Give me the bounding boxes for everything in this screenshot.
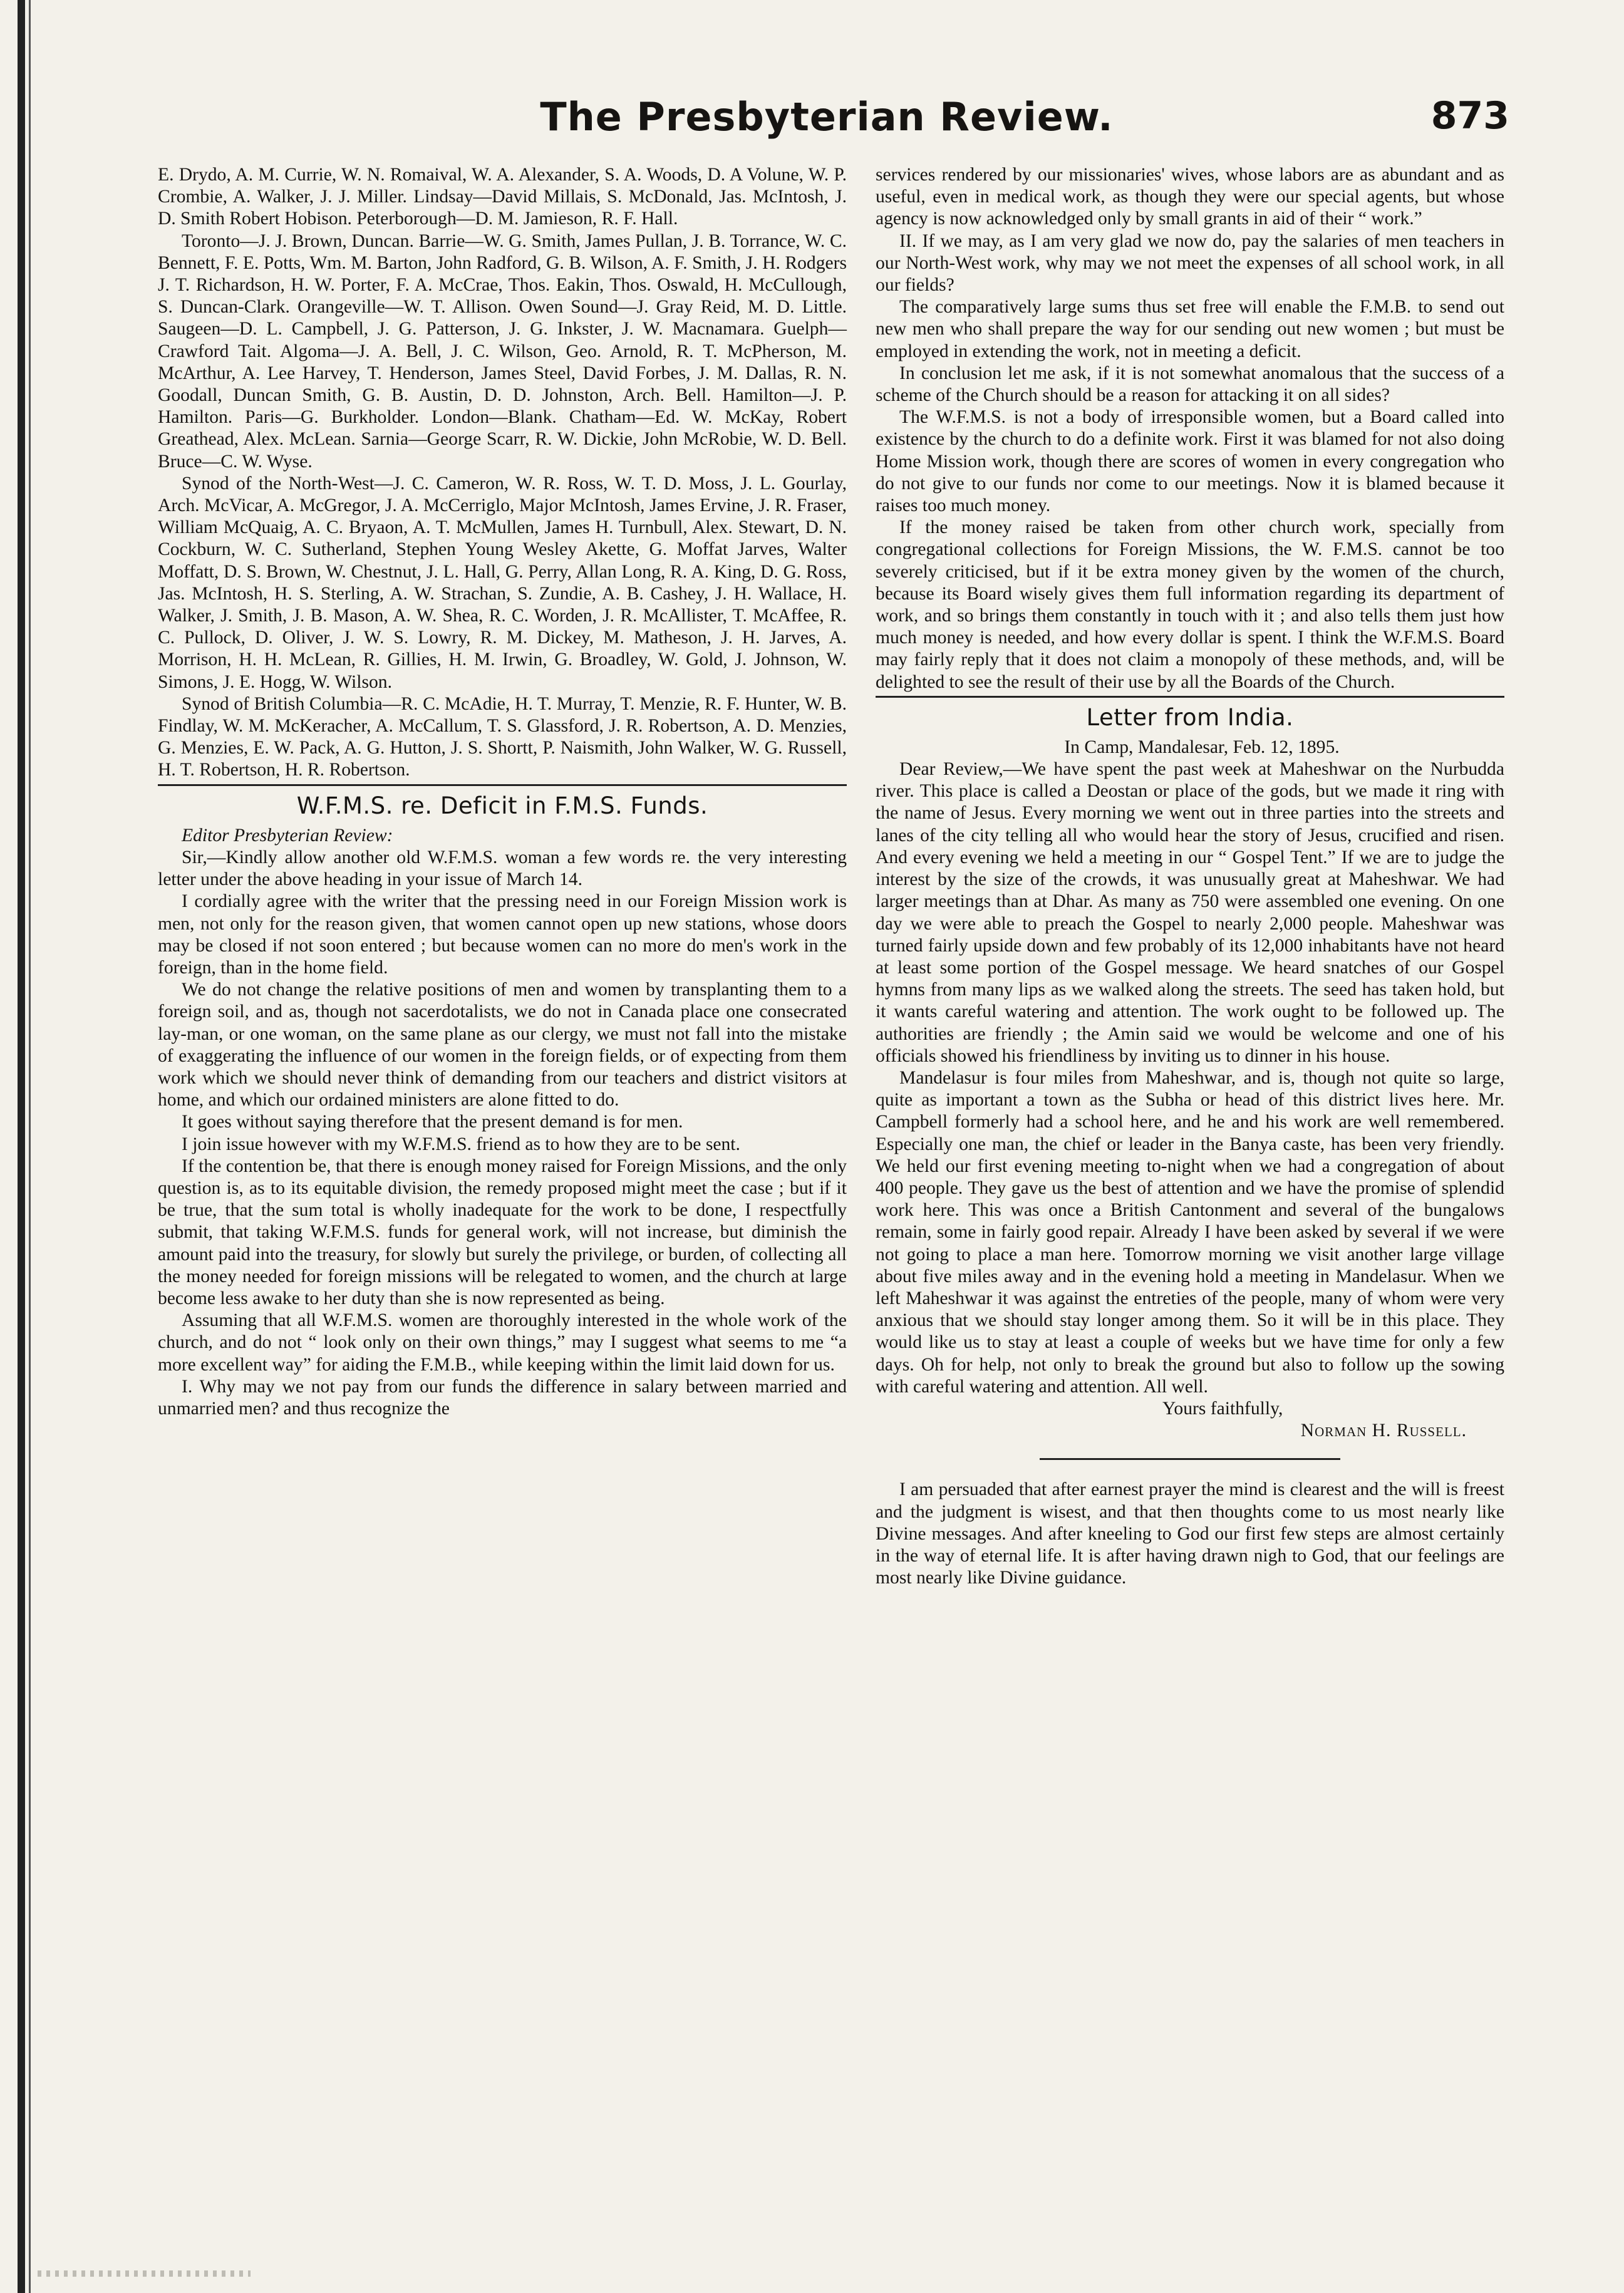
letter-heading: Letter from India. (1086, 703, 1294, 731)
masthead (144, 94, 1509, 153)
article-paragraph: II. If we may, as I am very glad we now do, pay the salaries of men teachers in our North-West work, why may we not meet the expenses of all school work, in all our fields? (876, 230, 1504, 296)
article-paragraph: I join issue however with my W.F.M.S. friend as to how they are to be sent. (182, 1134, 740, 1154)
scan-noise (38, 2270, 251, 2277)
article-paragraph: Assuming that all W.F.M.S. women are thoroughly interested in the whole work of the church, and do not “ look only on their own things,” may I suggest what seems to me “a more excellent way” for aiding the F.M.B., while keeping within the limit laid down for us. (158, 1310, 847, 1375)
article-paragraph: services rendered by our missionaries' wives, whose labors are as abundant and as useful, even in medical work, as though they were our special agents, but whose agency is now acknowledged only by small grants in aid of their “ work.” (876, 165, 1504, 229)
binding-edge (18, 0, 25, 2293)
left-column (158, 164, 847, 1420)
editor-salutation: Editor Presbyterian Review: (182, 825, 393, 846)
letter-signoff: Yours faithfully, (1162, 1398, 1283, 1419)
page-number: 873 (1430, 94, 1509, 138)
article-paragraph: We do not change the relative positions of men and women by transplanting them to a foreign soil, and as, though not sacerdotalists, we do not in Canada place one consecrated lay-man, or one woman, on the same plane as our clergy, we must not fall into the mistake of exaggerating the influence of our women in the foreign fields, or of expecting from them work which we should never think of demanding from our teachers and district visitors at home, and which our ordained ministers are alone fitted to do. (158, 980, 847, 1110)
letter-dateline: In Camp, Mandalesar, Feb. 12, 1895. (1064, 737, 1340, 757)
article-paragraph: The comparatively large sums thus set free will enable the F.M.B. to send out new men who shall prepare the way for our sending out new women ; but must be employed in extending the work, not in meeting a deficit. (876, 297, 1504, 361)
article-paragraph: In conclusion let me ask, if it is not somewhat anomalous that the success of a scheme of the Church should be a reason for attacking it on all sides? (876, 363, 1504, 406)
article-paragraph: I cordially agree with the writer that the pressing need in our Foreign Mission work is men, not only for the reason given, that women cannot open up new stations, whose doors may be closed if not soon entered ; but because women can no more do men's work in the foreign, than in the home field. (158, 891, 847, 978)
article-paragraph: It goes without saying therefore that the present demand is for men. (182, 1112, 683, 1132)
delegate-list-paragraph: E. Drydo, A. M. Currie, W. N. Romaival, W. A. Alexander, S. A. Woods, D. A Volune, W. P. Crombie, A. Walker, J. J. Miller. Lindsay—David Millais, S. McDonald, Jas. McIntosh, J. D. Smith Robert Hobison. Peterborough—D. M. Jamieson, R. F. Hall. (158, 165, 847, 229)
delegate-list-paragraph: Toronto—J. J. Brown, Duncan. Barrie—W. G. Smith, James Pullan, J. B. Torrance, W. C. Bennett, F. E. Potts, Wm. M. Barton, John Radford, G. B. Wilson, A. F. Smith, J. H. Rodgers J. T. Richardson, H. W. Porter, F. A. McCrae, Thos. Eakin, Thos. Oswald, H. McCullough, S. Duncan-Clark. Orangeville—W. T. Allison. Owen Sound—J. Gray Reid, M. D. Little. Saugeen—D. L. Campbell, J. G. Patterson, J. G. Inkster, J. W. Macnamara. Guelph—Crawford Tait. Algoma—J. A. Bell, J. C. Wilson, Geo. Arnold, R. T. McPherson, M. McArthur, A. Lee Harvey, T. Henderson, James Steel, David Forbes, J. M. Dallas, R. N. Goodall, Duncan Smith, G. B. Austin, D. D. Johnston, Arch. Bell. Hamilton—J. P. Hamilton. Paris—G. Burkholder. London—Blank. Chatham—Ed. W. McKay, Robert Greathead, Alex. McLean. Sarnia—George Scarr, R. W. Dickie, John McRobie, W. D. Bell. Bruce—C. W. Wyse. (158, 230, 847, 472)
article-heading: W.F.M.S. re. Deficit in F.M.S. Funds. (296, 792, 708, 819)
section-rule (876, 696, 1504, 698)
publication-title: The Presbyterian Review. (540, 94, 1114, 140)
article-paragraph: If the money raised be taken from other church work, specially from congregational collections for Foreign Missions, the W. F.M.S. cannot be too severely criticised, but if it be extra money given by the women of the church, because its Board wisely gives them full information regarding its department of work, and so brings them constantly in touch with it ; and also tells them just how much money is needed, and how every dollar is spent. I think the W.F.M.S. Board may fairly reply that it does not claim a monopoly of these methods, and, will be delighted to see the result of their use by all the Boards of the Church. (876, 517, 1504, 692)
article-paragraph: I. Why may we not pay from our funds the difference in salary between married and unmarried men? and thus recognize the (158, 1376, 847, 1419)
delegate-list-paragraph: Synod of the North-West—J. C. Cameron, W. R. Ross, W. T. D. Moss, J. L. Gourlay, Arch. McVicar, A. McGregor, J. A. McCerriglo, Major McIntosh, James Ervine, J. R. Fraser, William McQuaig, A. C. Bryaon, A. T. McMullen, James H. Turnbull, Alex. Stewart, D. N. Cockburn, W. C. Sutherland, Stephen Young Wesley Akette, G. Moffat Jarves, Walter Moffatt, D. S. Brown, W. Chestnut, J. L. Hall, G. Perry, Allan Long, R. A. King, D. G. Ross, Jas. McIntosh, H. S. Sterling, A. W. Strachan, S. Zundie, A. B. Cashey, J. H. Wallace, H. Walker, J. Smith, J. B. Mason, A. W. Shea, R. C. Worden, J. R. McAllister, T. McAffee, R. C. Pullock, D. Oliver, J. W. S. Lowry, R. M. Dickey, M. Matheson, J. H. Jarves, A. Morrison, H. H. McLean, R. Gillies, H. M. Irwin, G. Broadley, W. Gold, J. Johnson, W. Simons, J. E. Hogg, W. Wilson. (158, 473, 847, 692)
delegate-list-paragraph: Synod of British Columbia—R. C. McAdie, H. T. Murray, T. Menzie, R. F. Hunter, W. B. Findlay, W. M. McKeracher, A. McCallum, T. S. Glassford, J. R. Robertson, A. D. Menzies, G. Menzies, E. W. Pack, A. G. Hutton, J. S. Shortt, P. Naismith, John Walker, W. G. Russell, H. T. Robertson, H. R. Robertson. (158, 693, 847, 780)
closing-paragraph: I am persuaded that after earnest prayer the mind is clearest and the will is freest and the judgment is wisest, and that then thoughts come to us most nearly like Divine messages. And after kneeling to God our first few steps are almost certainly in the way of eternal life. It is after having drawn nigh to God, that our feelings are most nearly like Divine guidance. (876, 1479, 1504, 1588)
article-paragraph: Sir,—Kindly allow another old W.F.M.S. woman a few words re. the very interesting letter under the above heading in your issue of March 14. (158, 847, 847, 890)
letter-paragraph: Mandelasur is four miles from Maheshwar, and is, though not quite so large, quite as important a town as the Subha or head of this district lives here. Mr. Campbell formerly had a school here, and he and his work are well remembered. Especially one man, the chief or leader in the Banya caste, has been very friendly. We held our first evening meeting to-night when we had a congregation of about 400 people. They gave us the best of attention and we have the promise of splendid work here. This was once a British Cantonment and several of the bungalows remain, some in fairly good repair. Already I have been asked by several if we were not going to place a man here. Tomorrow morning we visit another large village about five miles away and in the evening hold a meeting in Mandelasur. When we left Maheshwar it was against the entreties of the people, many of whom were very anxious that we should stay longer among them. So it will be in this place. They would like us to stay at least a couple of weeks but we have time for only a few days. Oh for help, not only to break the ground but also to follow up the sowing with careful watering and attention. All well. (876, 1067, 1504, 1397)
letter-paragraph: Dear Review,—We have spent the past week at Maheshwar on the Nurbudda river. This place is called a Deostan or place of the gods, but we made it ring with the name of Jesus. Every morning we went out in three parties into the streets and lanes of the city telling all who would hear the story of Jesus, crucified and risen. And every evening we held a meeting in our “ Gospel Tent.” If we are to judge the interest by the size of the crowds, it was unusually great at Maheshwar. We had larger meetings than at Dhar. As many as 750 were assembled one evening. On one day we were able to preach the Gospel to nearly 2,000 people. Maheshwar was turned fairly upside down and few probably of its 12,000 inhabitants have not heard at least some portion of the Gospel message. We heard snatches of our Gospel hymns from many lips as we walked along the streets. The seed has taken hold, but it wants careful watering and attention. The work ought to be followed up. The authorities are friendly ; the Amin said we would be welcome and one of his officials showed his friendliness by inviting us to dinner in his house. (876, 759, 1504, 1066)
letter-signature: Norman H. Russell. (1300, 1421, 1467, 1441)
right-column (876, 164, 1504, 1589)
binding-edge-line (29, 0, 31, 2293)
article-paragraph: The W.F.M.S. is not a body of irresponsible women, but a Board called into existence by the church to do a definite work. First it was blamed for not also doing Home Mission work, though there are scores of women in every congregation who do not give to our funds nor come to our meetings. Now it is blamed because it raises too much money. (876, 407, 1504, 516)
article-paragraph: If the contention be, that there is enough money raised for Foreign Missions, and the only question is, as to its equitable division, the remedy proposed might meet the case ; but if it be true, that the sum total is wholly inadequate for the work to be done, I respectfully submit, that taking W.F.M.S. funds for general work, will not increase, but diminish the amount paid into the treasury, for slowly but surely the privilege, or burden, of collecting all the money needed for foreign missions will be relegated to women, and the church at large become less awake to her duty than she is now represented as being. (158, 1156, 847, 1308)
section-rule (158, 784, 847, 786)
short-rule (1040, 1458, 1340, 1460)
